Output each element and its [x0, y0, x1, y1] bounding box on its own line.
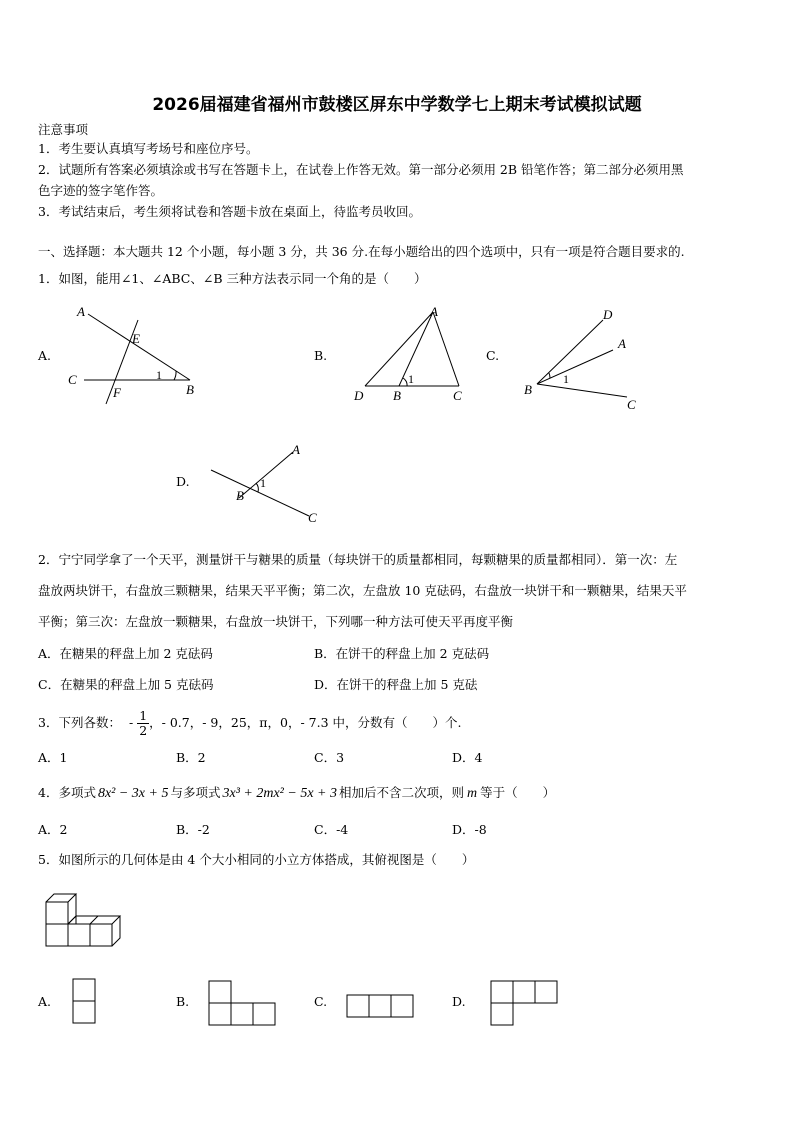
- label-A: A: [77, 304, 85, 319]
- label-A: A: [430, 304, 438, 319]
- label-E: E: [132, 331, 140, 346]
- q3-prefix: 3．下列各数：: [38, 715, 121, 730]
- q4-prefix: 4．多项式: [38, 785, 96, 800]
- q4-option-b: B．-2: [176, 822, 210, 837]
- label-A: A: [292, 442, 300, 457]
- q3-rest: ，- 0.7，- 9，25，π，0，- 7.3 中，分数有（ ）个.: [149, 715, 462, 730]
- q5-option-a: A.: [38, 994, 52, 1009]
- q1-figure-b: [345, 300, 475, 410]
- q4-poly2: 3x³ + 2mx² − 5x + 3: [222, 786, 337, 801]
- label-C: C: [308, 510, 317, 525]
- q3-frac-num: 1: [139, 707, 148, 723]
- q1-figure-d: [205, 438, 335, 530]
- q5-figure-b: [208, 980, 278, 1028]
- q2-option-b: B．在饼干的秤盘上加 2 克砝码: [314, 646, 490, 661]
- q4-var: m: [467, 786, 478, 801]
- q5-figure-a: [72, 978, 98, 1026]
- q5-cube-figure: [42, 888, 132, 950]
- question-2-line: 2．宁宁同学拿了一个天平，测量饼干与糖果的质量（每块饼干的质量都相同，每颗糖果的质量都相同）．第一次：左: [38, 552, 678, 567]
- q3-frac-den: 2: [139, 722, 148, 738]
- q5-option-c: C.: [314, 994, 328, 1009]
- label-B: B: [186, 382, 194, 397]
- label-D: D: [354, 388, 364, 403]
- q3-option-b: B．2: [176, 750, 206, 765]
- q3-option-d: D．4: [452, 750, 483, 765]
- label-B: B: [236, 488, 244, 503]
- q2-option-c: C．在糖果的秤盘上加 5 克砝码: [38, 677, 214, 692]
- question-2-line: 平衡；第三次：左盘放一颗糖果，右盘放一块饼干，下列哪一种方法可使天平再度平衡: [38, 614, 514, 629]
- q4-suffix2: 等于（ ）: [480, 785, 556, 800]
- label-1: 1: [563, 372, 569, 386]
- q1-option-a: A.: [38, 348, 52, 363]
- question-4-stem: [38, 785, 555, 802]
- q4-option-d: D．-8: [452, 822, 487, 837]
- q4-option-c: C．-4: [314, 822, 349, 837]
- label-B: B: [524, 382, 532, 397]
- q3-option-c: C．3: [314, 750, 345, 765]
- question-1-stem: 1．如图，能用∠1、∠ABC、∠B 三种方法表示同一个角的是（ ）: [38, 271, 427, 286]
- q2-option-d: D．在饼干的秤盘上加 5 克砝: [314, 677, 478, 692]
- q3-fraction: [137, 709, 149, 738]
- page-title: 2026届福建省福州市鼓楼区屏东中学数学七上期末考试模拟试题: [152, 95, 642, 115]
- q4-mid: 与多项式: [170, 785, 221, 800]
- label-F: F: [113, 385, 121, 400]
- label-A: A: [618, 336, 626, 351]
- q1-option-d: D.: [176, 474, 190, 489]
- label-1: 1: [408, 372, 414, 386]
- question-3-stem: [38, 706, 461, 740]
- q1-figure-c: [515, 300, 655, 415]
- section-heading: 一、选择题：本大题共 12 个小题，每小题 3 分，共 36 分.在每小题给出的四个选项中，只有一项是符合题目要求的.: [38, 244, 685, 259]
- label-B: B: [393, 388, 401, 403]
- label-D: D: [603, 307, 613, 322]
- label-C: C: [627, 397, 636, 412]
- q1-figure-a: [60, 300, 210, 410]
- notice-heading: 注意事项: [38, 122, 89, 137]
- question-2-line: 盘放两块饼干，右盘放三颗糖果，结果天平平衡；第二次，左盘放 10 克砝码，右盘放一块饼干和一颗糖果，结果天平: [38, 583, 687, 598]
- q4-suffix1: 相加后不含二次项，则: [339, 785, 465, 800]
- label-C: C: [453, 388, 462, 403]
- notice-item: 3．考试结束后，考生须将试卷和答题卡放在桌面上，待监考员收回。: [38, 204, 421, 219]
- label-1: 1: [156, 368, 162, 382]
- q5-option-d: D.: [452, 994, 466, 1009]
- q3-neg-sign: -: [128, 715, 134, 730]
- q5-option-b: B.: [176, 994, 190, 1009]
- label-C: C: [68, 372, 77, 387]
- q1-option-c: C.: [486, 348, 500, 363]
- notice-item: 1．考生要认真填写考场号和座位序号。: [38, 141, 259, 156]
- label-1: 1: [260, 476, 266, 490]
- q5-figure-d: [490, 980, 560, 1028]
- q2-option-a: A．在糖果的秤盘上加 2 克砝码: [38, 646, 213, 661]
- q4-poly1: 8x² − 3x + 5: [97, 786, 169, 801]
- q5-figure-c: [346, 994, 416, 1020]
- question-5-stem: 5．如图所示的几何体是由 4 个大小相同的小立方体搭成，其俯视图是（ ）: [38, 852, 475, 867]
- notice-item: 2．试题所有答案必须填涂或书写在答题卡上，在试卷上作答无效。第一部分必须用 2B 铅笔作答；第二部分必须用黑: [38, 162, 684, 177]
- q3-option-a: A．1: [38, 750, 68, 765]
- notice-item: 色字迹的签字笔作答。: [38, 183, 164, 198]
- q1-option-b: B.: [314, 348, 328, 363]
- q4-option-a: A．2: [38, 822, 68, 837]
